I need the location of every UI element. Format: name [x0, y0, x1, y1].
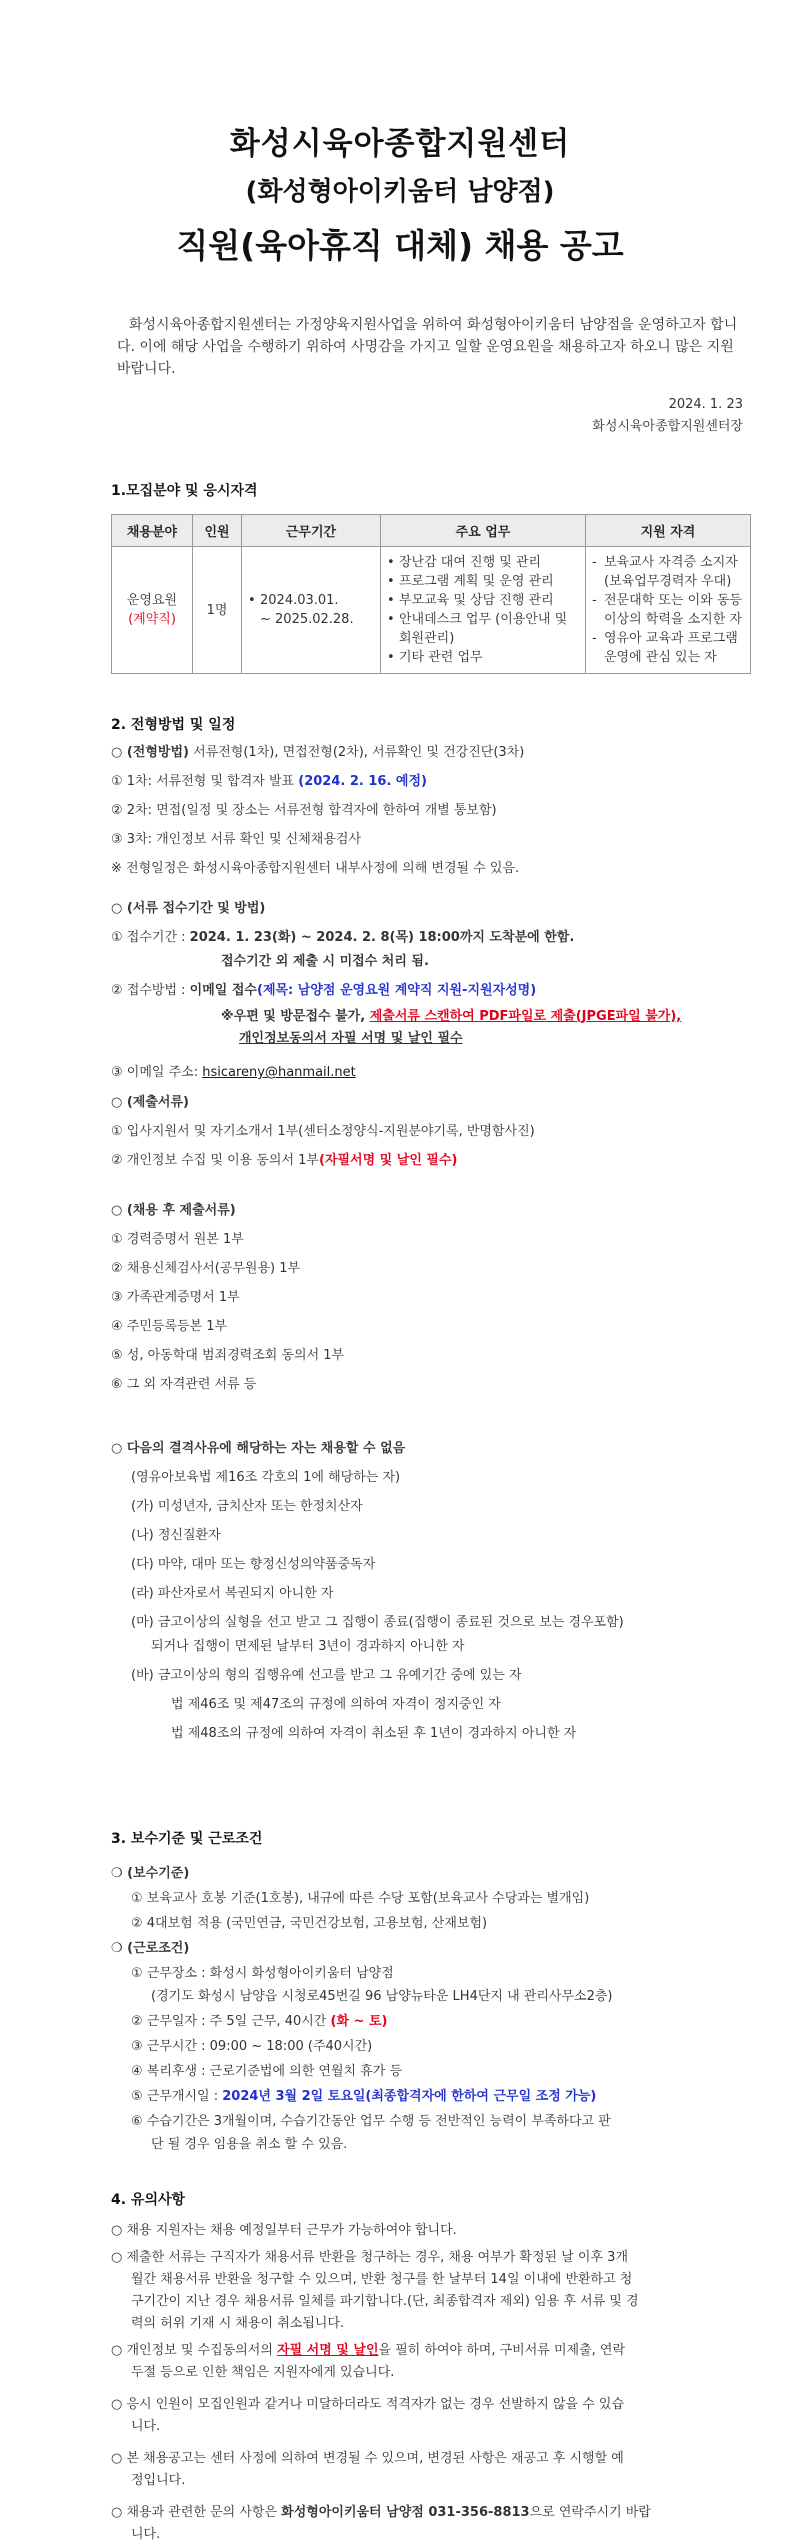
list-item: • 부모교육 및 상담 진행 관리: [387, 591, 579, 610]
notice-2-cont: 월간 채용서류 반환을 청구할 수 있으며, 반환 청구를 한 날부터 14일 이내에 반환하고 청: [131, 2272, 633, 2287]
email-address-line: [111, 1063, 743, 1083]
notice-5-cont: 정입니다.: [131, 2473, 186, 2488]
notice-6-c: 으로 연락주시기 바랍: [529, 2505, 651, 2520]
col-quals: 지원 자격: [586, 515, 751, 547]
notice-5: ○ 본 채용공고는 센터 사정에 의하여 변경될 수 있으며, 변경된 사항은 재공고 후 시행할 예: [111, 2451, 624, 2466]
work-5: [131, 2087, 743, 2107]
title-block: [57, 0, 743, 274]
section4-heading: 4. 유의사항: [111, 2192, 186, 2208]
list-item: • 안내데스크 업무 (이용안내 및 회원관리): [387, 610, 579, 648]
step2: ② 2차: 면접(일정 및 장소는 서류전형 합격자에 한하여 개별 통보함): [111, 803, 497, 818]
doc-2-text: ② 개인정보 수집 및 이용 동의서 1부: [111, 1153, 319, 1168]
work-days: (화 ~ 토): [330, 2014, 388, 2029]
pay-2: ② 4대보험 적용 (국민연금, 국민건강보험, 고용보험, 산재보험): [131, 1916, 488, 1931]
doc-2-note: (자필서명 및 날인 필수): [318, 1153, 458, 1168]
notice-date: 2024. 1. 23: [668, 397, 743, 412]
list-item: - 전문대학 또는 이와 동등 이상의 학력을 소지한 자: [592, 591, 744, 629]
notice-3: [111, 2341, 743, 2361]
cell-quals: [586, 547, 751, 674]
work-heading: ❍ (근로조건): [111, 1941, 190, 1956]
list-item: ⑥ 그 외 자격관련 서류 등: [111, 1377, 257, 1392]
title-org: 화성시육아종합지원센터: [229, 126, 571, 162]
work-address: (경기도 화성시 남양읍 시청로45번길 96 남양뉴타운 LH4단지 내 관리사무소2층): [151, 1989, 613, 2004]
notice-3-a: ○ 개인정보 및 수집동의서의: [111, 2343, 278, 2358]
method-text: 서류전형(1차), 면접전형(2차), 서류확인 및 건강진단(3차): [188, 745, 525, 760]
cell-field: [112, 547, 193, 674]
list-item: ③ 가족관계증명서 1부: [111, 1290, 240, 1305]
field-name: 운영요원: [126, 593, 178, 608]
work-1: ① 근무장소 : 화성시 화성형아이키움터 남양점: [131, 1966, 394, 1981]
method-label: ○ (전형방법): [111, 745, 189, 760]
work-days-text: ② 근무일자 : 주 5일 근무, 40시간: [131, 2014, 331, 2029]
receipt-method-subject: (제목: 남양점 운영요원 계약직 지원-지원자성명): [257, 983, 537, 998]
doc-1: ① 입사지원서 및 자기소개서 1부(센터소정양식-지원분야기록, 반명함사진): [111, 1124, 535, 1139]
list-item: - 영유아 교육과 프로그램 운영에 관심 있는 자: [592, 629, 744, 667]
start-date: 2024년 3월 2일 토요일(최종합격자에 한하여 근무일 조정 가능): [222, 2089, 597, 2104]
receipt-heading: ○ (서류 접수기간 및 방법): [111, 901, 266, 916]
list-item: (가) 미성년자, 금치산자 또는 한정치산자: [131, 1499, 363, 1514]
issuer: 화성시육아종합지원센터장: [592, 419, 743, 434]
note-signature: 개인정보동의서 자필 서명 및 날인 필수: [239, 1031, 463, 1046]
period-end: ~ 2025.02.28.: [260, 612, 354, 627]
receipt-period-text: 2024. 1. 23(화) ~ 2024. 2. 8(목) 18:00까지 도착분에 한함.: [189, 930, 575, 945]
work-3: ③ 근무시간 : 09:00 ~ 18:00 (주40시간): [131, 2039, 373, 2054]
notice-1: ○ 채용 지원자는 채용 예정일부터 근무가 가능하여야 합니다.: [111, 2223, 457, 2238]
list-item-cont: 되거나 집행이 면제된 날부터 3년이 경과하지 아니한 자: [151, 1639, 465, 1654]
receipt-method-label: ② 접수방법 :: [111, 983, 190, 998]
notice-2-cont: 력의 허위 기재 시 채용이 취소됩니다.: [131, 2316, 345, 2331]
list-item: (라) 파산자로서 복권되지 아니한 자: [131, 1586, 334, 1601]
notice-3-signature: 자필 서명 및 날인: [277, 2343, 379, 2358]
notice-3-c: 을 필히 하여야 하며, 구비서류 미제출, 연락: [378, 2343, 626, 2358]
col-period: 근무기간: [242, 515, 381, 547]
schedule-note: ※ 전형일정은 화성시육아종합지원센터 내부사정에 의해 변경될 수 있음.: [111, 861, 520, 876]
quals-list: [592, 553, 744, 667]
cell-duties: [381, 547, 586, 674]
work-2: [131, 2012, 743, 2032]
work-6: ⑥ 수습기간은 3개월이며, 수습기간동안 업무 수행 등 전반적인 능력이 부족하다고 판: [131, 2114, 611, 2129]
notice-2: ○ 제출한 서류는 구직자가 채용서류 반환을 청구하는 경우, 채용 여부가 확정된 날 이후 3개: [111, 2250, 628, 2265]
contact-phone: 화성형아이키움터 남양점 031-356-8813: [281, 2505, 530, 2520]
field-note: (계약직): [128, 612, 176, 627]
email-label: ③ 이메일 주소:: [111, 1065, 203, 1080]
cell-count: 1명: [193, 547, 242, 674]
receipt-method: [111, 981, 743, 1001]
list-item: - 보육교사 자격증 소지자 (보육업무경력자 우대): [592, 553, 744, 591]
start-date-label: ⑤ 근무개시일 :: [131, 2089, 223, 2104]
pay-heading: ❍ (보수기준): [111, 1866, 190, 1881]
receipt-method-note: [221, 1007, 743, 1027]
selection-method: [111, 743, 743, 763]
receipt-period: [111, 928, 743, 948]
duties-list: [387, 553, 579, 667]
list-item: ① 경력증명서 원본 1부: [111, 1232, 244, 1247]
law-46-47: 법 제46조 및 제47조의 규정에 의하여 자격이 정지중인 자: [171, 1697, 501, 1712]
section2-heading: 2. 전형방법 및 일정: [111, 717, 236, 733]
list-item: (바) 금고이상의 형의 집행유예 선고를 받고 그 유예기간 중에 있는 자: [131, 1668, 522, 1683]
step1-date: (2024. 2. 16. 예정): [298, 774, 427, 789]
list-item: ④ 주민등록등본 1부: [111, 1319, 228, 1334]
disqualification-intro: (영유아보육법 제16조 각호의 1에 해당하는 자): [131, 1470, 401, 1485]
work-4: ④ 복리후생 : 근로기준법에 의한 연월치 휴가 등: [131, 2064, 403, 2079]
notice-2-cont: 구기간이 지난 경우 채용서류 일체를 파기합니다.(단, 최종합격자 제외) 임용 후 서류 및 경: [131, 2294, 639, 2309]
work-6-cont: 단 될 경우 임용을 취소 할 수 있음.: [151, 2137, 348, 2152]
list-item: ② 채용신체검사서(공무원용) 1부: [111, 1261, 301, 1276]
intro-paragraph: 화성시육아종합지원센터는 가정양육지원사업을 위하여 화성형아이키움터 남양점을 운영하고자 합니다. 이에 해당 사업을 수행하기 위하여 사명감을 가지고 일할 운영요원을 채용하고자 하오니 많은 지원 바랍니다.: [117, 317, 738, 377]
notice-4: ○ 응시 인원이 모집인원과 같거나 미달하더라도 적격자가 없는 경우 선발하지 않을 수 있습: [111, 2397, 625, 2412]
doc-2: [111, 1151, 743, 1171]
step3: ③ 3차: 개인정보 서류 확인 및 신체채용검사: [111, 832, 362, 847]
section3-heading: 3. 보수기준 및 근로조건: [111, 1831, 263, 1847]
col-field: 채용분야: [112, 515, 193, 547]
pay-1: ① 보육교사 호봉 기준(1호봉), 내규에 따른 수당 포함(보육교사 수당과는 별개임): [131, 1891, 590, 1906]
list-item: • 장난감 대여 진행 및 관리: [387, 553, 579, 572]
law-48: 법 제48조의 규정에 의하여 자격이 취소된 후 1년이 경과하지 아니한 자: [171, 1726, 577, 1741]
note-pdf: 제출서류 스캔하여 PDF파일로 제출(JPGE파일 불가),: [369, 1009, 682, 1024]
note-no-mail: ※우편 및 방문접수 불가,: [221, 1009, 370, 1024]
step1-text: ① 1차: 서류전형 및 합격자 발표: [111, 774, 299, 789]
col-duties: 주요 업무: [381, 515, 586, 547]
step1: [111, 772, 743, 792]
notice-6-a: ○ 채용과 관련한 문의 사항은: [111, 2505, 282, 2520]
title-main: 직원(육아휴직 대체) 채용 공고: [176, 226, 624, 265]
after-docs-heading: ○ (채용 후 제출서류): [111, 1203, 236, 1218]
cell-period: [242, 547, 381, 674]
receipt-method-email: 이메일 접수: [189, 983, 257, 998]
list-item: (나) 정신질환자: [131, 1528, 221, 1543]
receipt-period-note: 접수기간 외 제출 시 미접수 처리 됨.: [221, 954, 429, 969]
notice-3-cont: 두절 등으로 인한 책임은 지원자에게 있습니다.: [131, 2365, 395, 2380]
receipt-period-label: ① 접수기간 :: [111, 930, 190, 945]
table-row: [112, 547, 751, 674]
list-item: ⑤ 성, 아동학대 범죄경력조회 동의서 1부: [111, 1348, 345, 1363]
disqualification-heading: ○ 다음의 결격사유에 해당하는 자는 채용할 수 없음: [111, 1441, 406, 1456]
list-item: • 프로그램 계획 및 운영 관리: [387, 572, 579, 591]
recruit-table: [111, 514, 751, 674]
table-header-row: [112, 515, 751, 547]
col-count: 인원: [193, 515, 242, 547]
section1-heading: 1.모집분야 및 응시자격: [111, 483, 258, 499]
list-item: • 기타 관련 업무: [387, 648, 579, 667]
notice-4-cont: 니다.: [131, 2419, 161, 2434]
email-link[interactable]: hsicareny@hanmail.net: [202, 1065, 356, 1080]
notice-6-cont: 니다.: [131, 2527, 161, 2542]
period-list: [248, 591, 374, 610]
list-item: (마) 금고이상의 실형을 선고 받고 그 집행이 종료(집행이 종료된 것으로 보는 경우포함): [131, 1615, 624, 1630]
notice-6: [111, 2503, 743, 2523]
docs-heading: ○ (제출서류): [111, 1095, 189, 1110]
period-start: • 2024.03.01.: [248, 591, 374, 610]
title-branch: (화성형아이키움터 남양점): [245, 177, 555, 207]
list-item: (다) 마약, 대마 또는 향정신성의약품중독자: [131, 1557, 376, 1572]
